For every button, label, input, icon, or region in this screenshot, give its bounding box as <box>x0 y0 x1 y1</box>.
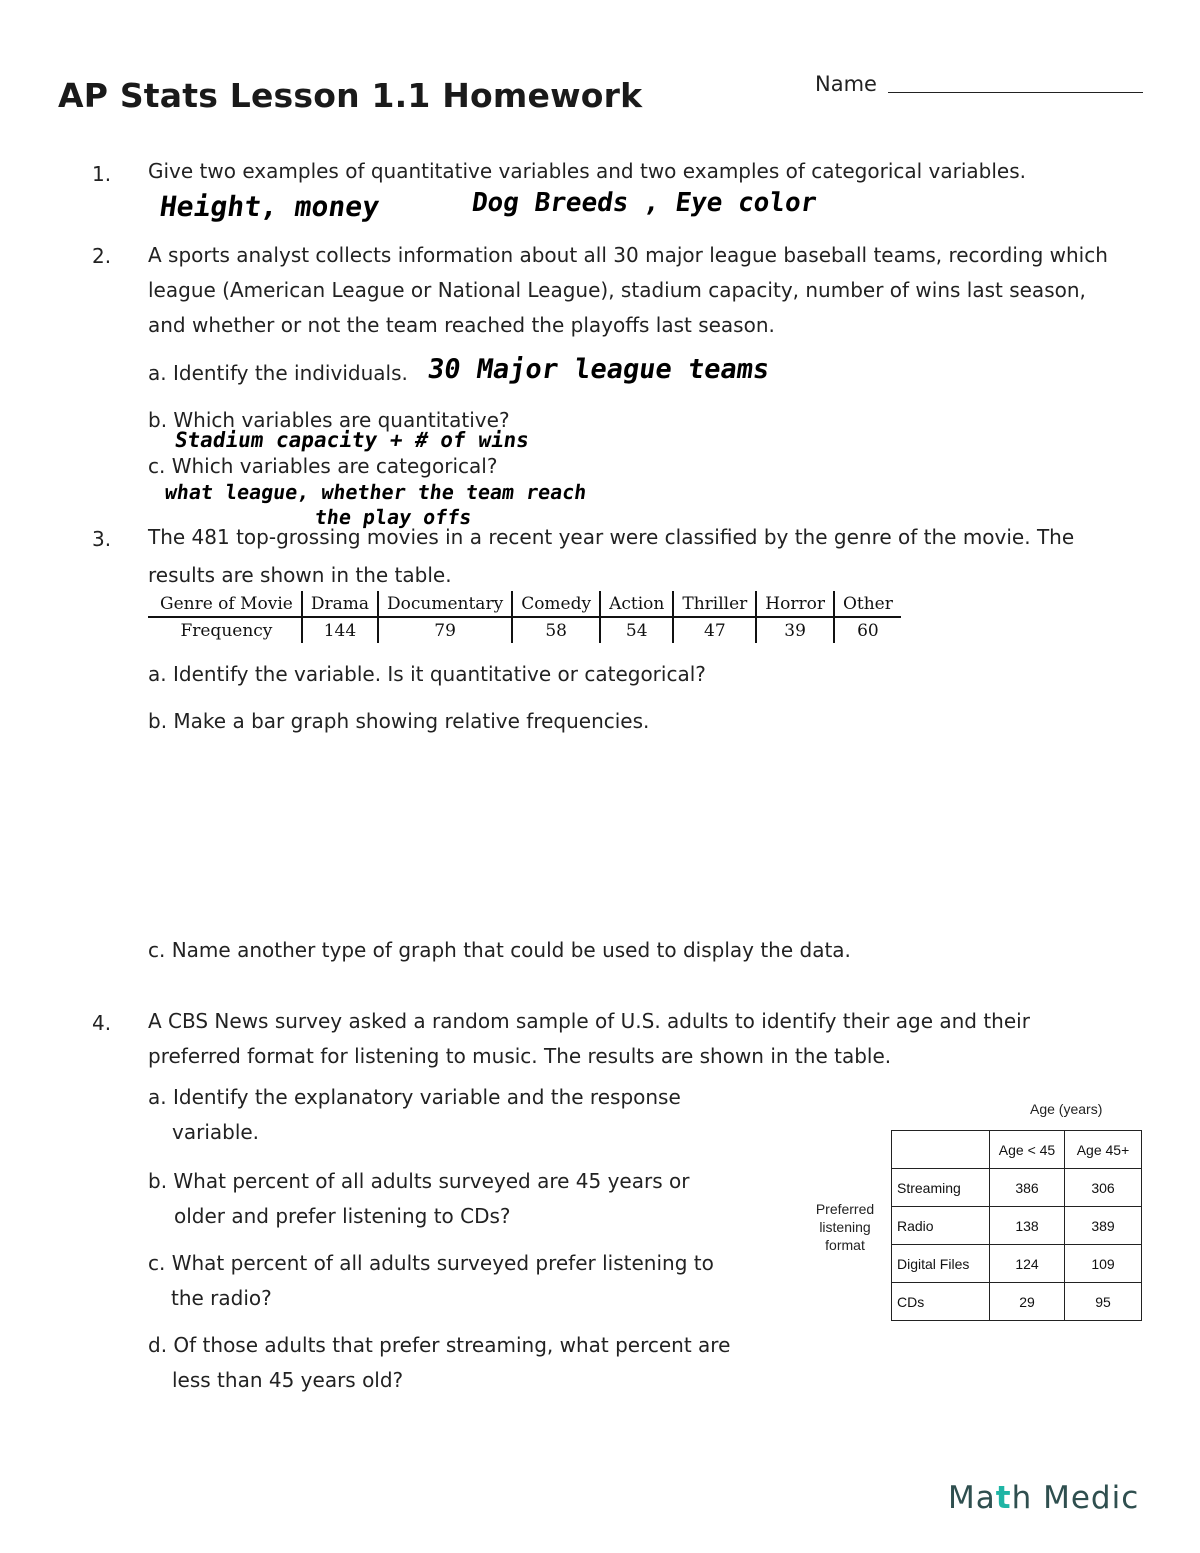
movie-genre-table <box>148 591 901 643</box>
frequency-cell: 79 <box>378 617 512 643</box>
q3-number: 3. <box>92 527 112 551</box>
music-table-row <box>892 1169 1142 1207</box>
genre-cell: Drama <box>302 591 378 617</box>
row-label: Digital Files <box>892 1245 990 1283</box>
q4-text-line1: A CBS News survey asked a random sample of U.S. adults to identify their age and their <box>148 1009 1030 1033</box>
value-cell: 29 <box>990 1283 1065 1321</box>
q2-text: A sports analyst collects information about all 30 major league baseball teams, recording which league (American League or National League), stadium capacity, number of wins last season, and whether or not the team reached the playoffs last season. <box>148 243 1108 337</box>
q3b-prompt: b. Make a bar graph showing relative frequencies. <box>148 709 650 733</box>
q2c-prompt: c. Which variables are categorical? <box>148 454 498 478</box>
music-table-row <box>892 1245 1142 1283</box>
empty-corner-cell <box>892 1131 990 1169</box>
q1-answer-quantitative: Height, money <box>157 190 382 223</box>
pref-caption-line: listening <box>819 1219 871 1235</box>
q2b-prompt: b. Which variables are quantitative? <box>148 408 510 432</box>
q1-text: Give two examples of quantitative variables and two examples of categorical variables. <box>148 159 1027 183</box>
row-label: Radio <box>892 1207 990 1245</box>
logo-text-part2: h Medic <box>1011 1480 1140 1516</box>
genre-cell: Horror <box>756 591 834 617</box>
music-table-header-row <box>892 1131 1142 1169</box>
q3a-prompt: a. Identify the variable. Is it quantitative or categorical? <box>148 662 706 686</box>
preferred-format-caption <box>812 1200 878 1254</box>
value-cell: 95 <box>1065 1283 1142 1321</box>
q4-number: 4. <box>92 1011 112 1035</box>
q2c-answer-line1: what league, whether the team reach <box>163 480 589 504</box>
genre-cell: Comedy <box>512 591 600 617</box>
logo-cross-t: t <box>995 1480 1012 1516</box>
q4a-prompt-line1: a. Identify the explanatory variable and the response <box>148 1085 681 1109</box>
frequency-cell: 39 <box>756 617 834 643</box>
value-cell: 389 <box>1065 1207 1142 1245</box>
col-header-45-plus: Age 45+ <box>1065 1131 1142 1169</box>
q2a-prompt: a. Identify the individuals. <box>148 361 408 385</box>
frequency-cell: 47 <box>673 617 756 643</box>
name-field-line[interactable] <box>888 92 1143 93</box>
q2b-answer: Stadium capacity + # of wins <box>173 428 531 452</box>
q4c-prompt-line1: c. What percent of all adults surveyed prefer listening to <box>148 1251 714 1275</box>
q4b-prompt-line1: b. What percent of all adults surveyed are 45 years or <box>148 1169 690 1193</box>
genre-header-label: Genre of Movie <box>148 591 302 617</box>
row-label: Streaming <box>892 1169 990 1207</box>
frequency-cell: 60 <box>834 617 901 643</box>
music-table-row <box>892 1283 1142 1321</box>
q4d-prompt-line2: less than 45 years old? <box>172 1368 404 1392</box>
genre-cell: Other <box>834 591 901 617</box>
q1-answer-categorical: Dog Breeds , Eye color <box>469 188 819 218</box>
value-cell: 138 <box>990 1207 1065 1245</box>
pref-caption-line: Preferred <box>815 1201 875 1217</box>
q4c-prompt-line2: the radio? <box>171 1286 272 1310</box>
page-title: AP Stats Lesson 1.1 Homework <box>58 76 643 115</box>
music-table-row <box>892 1207 1142 1245</box>
q4d-prompt-line1: d. Of those adults that prefer streaming, what percent are <box>148 1333 731 1357</box>
age-caption: Age (years) <box>1030 1101 1103 1117</box>
music-format-table <box>891 1130 1142 1321</box>
genre-cell: Thriller <box>673 591 756 617</box>
frequency-cell: 58 <box>512 617 600 643</box>
q1-number: 1. <box>92 162 112 186</box>
q2a-answer: 30 Major league teams <box>425 354 772 385</box>
row-label: CDs <box>892 1283 990 1321</box>
q4a-prompt-line2: variable. <box>172 1120 260 1144</box>
q3-text-line2: results are shown in the table. <box>148 563 452 587</box>
genre-cell: Documentary <box>378 591 512 617</box>
value-cell: 306 <box>1065 1169 1142 1207</box>
movie-table-header-row <box>148 591 901 617</box>
q2-number: 2. <box>92 244 112 268</box>
q3-text-line1: The 481 top-grossing movies in a recent year were classified by the genre of the movie. The <box>148 525 1075 549</box>
q3c-prompt: c. Name another type of graph that could be used to display the data. <box>148 938 851 962</box>
movie-table-frequency-row <box>148 617 901 643</box>
name-label: Name <box>815 72 877 96</box>
logo-text-part1: Ma <box>948 1480 996 1516</box>
value-cell: 386 <box>990 1169 1065 1207</box>
value-cell: 124 <box>990 1245 1065 1283</box>
frequency-row-label: Frequency <box>180 620 273 641</box>
q2c-answer-line2: the play offs <box>313 505 474 529</box>
frequency-cell: 54 <box>600 617 673 643</box>
q4b-prompt-line2: older and prefer listening to CDs? <box>174 1204 511 1228</box>
genre-cell: Action <box>600 591 673 617</box>
value-cell: 109 <box>1065 1245 1142 1283</box>
frequency-cell: 144 <box>302 617 378 643</box>
math-medic-logo <box>948 1480 1139 1516</box>
q4-text-line2: preferred format for listening to music. The results are shown in the table. <box>148 1044 892 1068</box>
pref-caption-line: format <box>825 1237 865 1253</box>
col-header-under-45: Age < 45 <box>990 1131 1065 1169</box>
